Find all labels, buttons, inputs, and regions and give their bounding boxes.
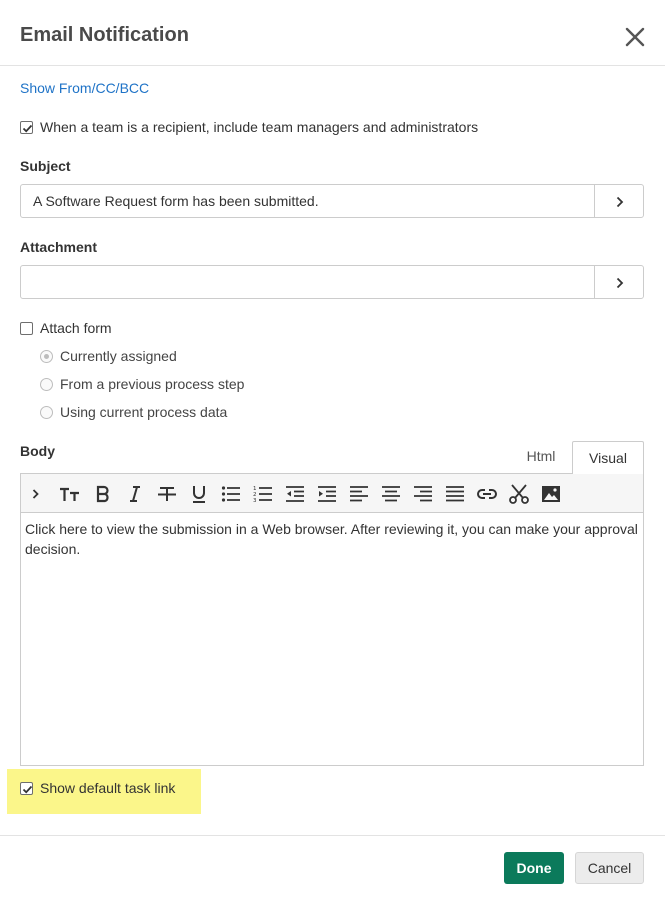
strikethrough-icon[interactable]: [156, 483, 178, 505]
link-icon[interactable]: [476, 483, 498, 505]
align-right-icon[interactable]: [412, 483, 434, 505]
chevron-right-icon: [614, 196, 626, 208]
font-size-icon[interactable]: [59, 483, 81, 505]
default-task-link-checkbox[interactable]: [20, 782, 33, 795]
attachment-input[interactable]: [20, 265, 595, 299]
body-label: Body: [20, 443, 55, 459]
chevron-right-icon: [614, 277, 626, 289]
svg-text:3: 3: [253, 498, 257, 503]
bullet-list-icon[interactable]: [220, 483, 242, 505]
default-task-link-label: Show default task link: [40, 780, 176, 796]
align-left-icon[interactable]: [348, 483, 370, 505]
svg-text:2: 2: [253, 492, 257, 498]
justify-icon[interactable]: [444, 483, 466, 505]
subject-insert-button[interactable]: [594, 184, 644, 218]
attachment-insert-button[interactable]: [594, 265, 644, 299]
dialog-footer: [0, 835, 665, 902]
dialog-header: [0, 0, 665, 66]
radio-current-process-data-label: Using current process data: [60, 404, 228, 420]
attach-form-label: Attach form: [40, 320, 112, 336]
close-icon[interactable]: [622, 24, 648, 50]
image-icon[interactable]: [540, 483, 562, 505]
attachment-label: Attachment: [20, 239, 98, 255]
tab-html[interactable]: Html: [526, 448, 556, 464]
italic-icon[interactable]: [124, 483, 146, 505]
radio-currently-assigned-label: Currently assigned: [60, 348, 177, 364]
radio-current-process-data[interactable]: [40, 406, 53, 419]
radio-previous-step[interactable]: [40, 378, 53, 391]
team-recipients-label: When a team is a recipient, include team managers and administrators: [40, 119, 479, 135]
done-button[interactable]: Done: [504, 852, 564, 884]
tab-visual[interactable]: Visual: [572, 441, 644, 474]
svg-text:1: 1: [253, 486, 257, 492]
align-center-icon[interactable]: [380, 483, 402, 505]
show-from-cc-bcc-link[interactable]: Show From/CC/BCC: [20, 80, 150, 96]
indent-icon[interactable]: [316, 483, 338, 505]
numbered-list-icon[interactable]: [252, 483, 274, 505]
underline-icon[interactable]: [188, 483, 210, 505]
cancel-button[interactable]: Cancel: [575, 852, 644, 884]
body-editor[interactable]: Click here to view the submission in a Web browser. After reviewing it, you can make your approval decision.: [20, 513, 644, 766]
subject-input[interactable]: A Software Request form has been submitted.: [20, 184, 595, 218]
team-recipients-checkbox[interactable]: [20, 121, 33, 134]
attach-form-checkbox[interactable]: [20, 322, 33, 335]
dialog-title: Email Notification: [20, 24, 189, 46]
expand-icon[interactable]: [25, 483, 47, 505]
subject-label: Subject: [20, 158, 71, 174]
outdent-icon[interactable]: [284, 483, 306, 505]
bold-icon[interactable]: [92, 483, 114, 505]
editor-toolbar: [20, 473, 644, 513]
radio-currently-assigned[interactable]: [40, 350, 53, 363]
cut-icon[interactable]: [508, 483, 530, 505]
radio-previous-step-label: From a previous process step: [60, 376, 245, 392]
